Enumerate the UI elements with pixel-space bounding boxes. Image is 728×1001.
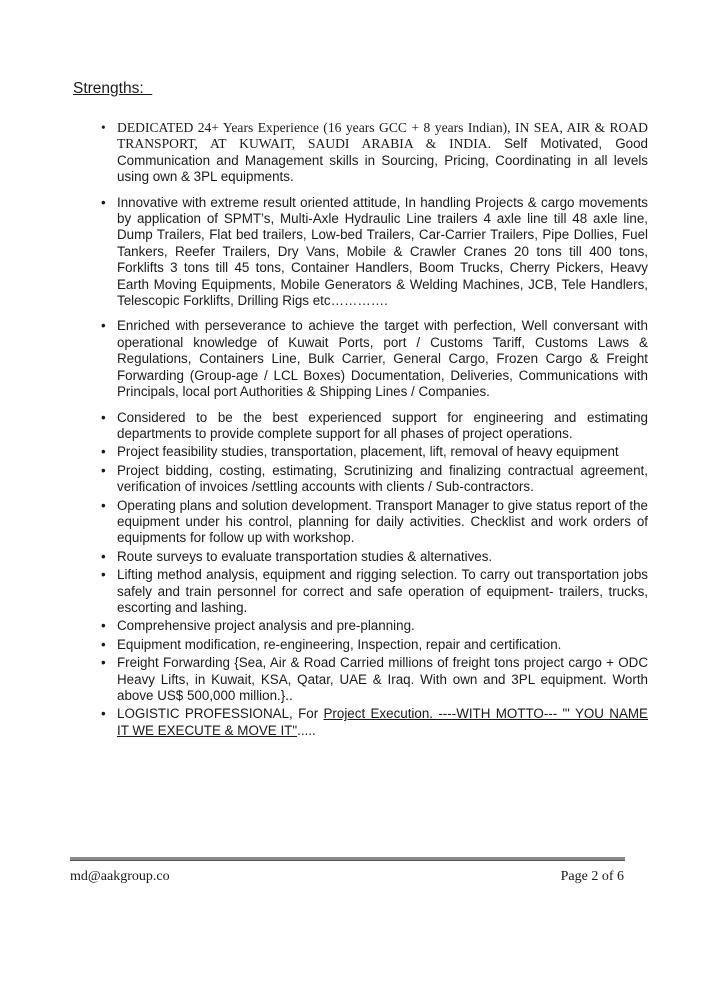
experience-text: Self Motivated, Good Communication and Management skills in Sourcing, Pricing, Coordinating in all levels using own & 3PL equipments. [117,136,648,185]
list-item-text: Comprehensive project analysis and pre-planning. [117,618,415,634]
list-item-text: Innovative with extreme result oriented attitude, In handling Projects & cargo movements by application of SPMT’s, Multi-Axle Hydraulic Line trailers 4 axle line till 48 axle line, Dump Trailers, Flat bed trailers, Low-bed Trailers, Car-Carrier Trailers, Pipe Dollies, Fuel Tankers, Reefer Trailers, Dry Vans, Mobile & Crawler Cranes 20 tons till 400 tons, Forklifts 3 tons till 45 tons, Container Handlers, Boom Trucks, Cherry Pickers, Heavy Earth Moving Equipments, Mobile Generators & Welding Machines, JCB, Tele Handlers, Telescopic Forklifts, Drilling Rigs etc…………. [117,194,648,309]
bullet-icon: • [101,567,106,583]
list-item [100,637,648,653]
bullet-icon: • [101,548,106,564]
bullet-icon: • [101,462,106,478]
list-item [100,549,648,565]
list-item [100,706,648,739]
strengths-list [100,120,648,739]
list-item [100,463,648,496]
motto-suffix-text: ..... [297,722,316,738]
bullet-icon: • [101,655,106,671]
list-item [100,120,648,186]
list-item-text: Project bidding, costing, estimating, Scrutinizing and finalizing contractual agreement, verification of invoices /settling accounts with clients / Sub-contractors. [117,462,648,495]
list-item-text: Project feasibility studies, transportation, placement, lift, removal of heavy equipment [117,444,619,460]
page-number: Page 2 of 6 [560,869,624,884]
section-heading: Strengths: [73,80,153,97]
experience-lead-text: DEDICATED 24+ Years Experience (16 years GCC + 8 years Indian), IN SEA, AIR & ROAD TRANSPORT, AT KUWAIT, SAUDI ARABIA & INDIA. [117,120,648,152]
list-item [100,618,648,634]
bullet-icon: • [101,409,106,425]
list-item-text: Considered to be the best experienced support for engineering and estimating departments to provide complete support for all phases of project operations. [117,409,648,441]
list-item-text: Enriched with perseverance to achieve the target with perfection, Well conversant with operational knowledge of Kuwait Ports, port / Customs Tariff, Customs Laws & Regulations, Containers Line, Bulk Carrier, General Cargo, Frozen Cargo & Freight Forwarding (Group-age / LCL Boxes) Documentation, Deliveries, Communications with Principals, local port Authorities & Shipping Lines / Companies. [117,318,648,400]
list-item [100,318,648,400]
list-item-text: Lifting method analysis, equipment and rigging selection. To carry out transportation jobs safely and train personnel for correct and safe operation of equipment- trailers, trucks, escorting and lashing. [117,567,648,615]
bullet-icon: • [101,444,106,460]
list-item-text: Equipment modification, re-engineering, Inspection, repair and certification. [117,636,562,652]
motto-text: Project Execution. ----WITH MOTTO--- "' YOU NAME IT WE EXECUTE & MOVE IT" [117,706,648,738]
list-item [100,195,648,310]
list-item-text: Route surveys to evaluate transportation studies & alternatives. [117,548,493,564]
list-item [100,498,648,547]
list-item-text: Operating plans and solution development. Transport Manager to give status report of the equipment under his control, planning for daily activities. Checklist and work orders of equipments for follow up with workshop. [117,497,648,546]
bullet-icon: • [101,618,106,634]
motto-prefix-text: LOGISTIC PROFESSIONAL, For [117,706,324,722]
list-item [100,567,648,616]
footer-email: md@aakgroup.co [70,869,170,884]
bullet-icon: • [101,120,106,135]
bullet-icon: • [101,706,106,722]
list-item [100,410,648,443]
list-item [100,655,648,704]
bullet-icon: • [101,497,106,513]
list-item-text: Freight Forwarding {Sea, Air & Road Carried millions of freight tons project cargo + ODC Heavy Lifts, in Kuwait, KSA, Qatar, UAE & Iraq. With own and 3PL equipment. Worth above US$ 500,000 million.}.. [117,655,648,703]
bullet-icon: • [101,636,106,652]
footer-divider [70,857,625,861]
list-item [100,444,648,460]
bullet-icon: • [101,194,106,210]
bullet-icon: • [101,318,106,334]
